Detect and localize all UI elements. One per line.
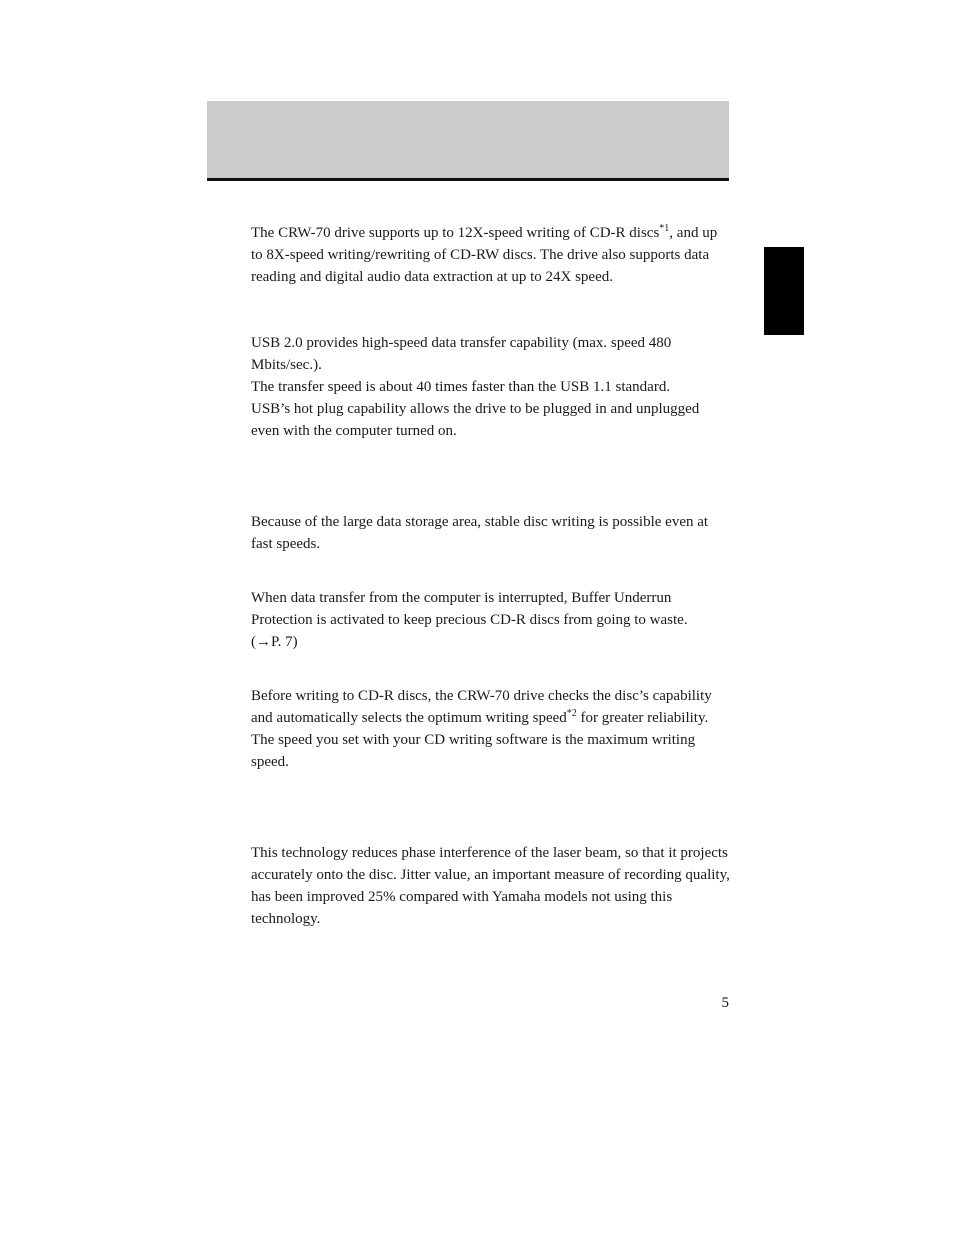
paragraph-line: USB 2.0 provides high-speed data transfer capability (max. speed 480 Mbits/sec.). xyxy=(251,335,672,373)
section-tab-marker xyxy=(764,247,804,335)
paragraph-optimum-speed xyxy=(251,685,731,773)
paragraph-laser-technology: This technology reduces phase interference of the laser beam, so that it projects accurately onto the disc. Jitter value, an important measure of recording quality, has been improved 25% compared with Yamaha models not using this technology. xyxy=(251,845,730,927)
page-number: 5 xyxy=(721,995,729,1011)
paragraph-line: The transfer speed is about 40 times faster than the USB 1.1 standard. xyxy=(251,379,671,395)
paragraph-line: USB’s hot plug capability allows the drive to be plugged in and unplugged even with the computer turned on. xyxy=(251,401,700,439)
paragraph-text: , and up to 8X-speed writing/rewriting of CD-RW discs. The drive also supports data reading and digital audio data extraction at up to 24X speed. xyxy=(251,225,718,285)
paragraph-text: When data transfer from the computer is interrupted, Buffer Underrun Protection is activated to keep precious CD-R discs from going to waste. xyxy=(251,590,688,628)
page-reference: (→P. 7) xyxy=(251,634,298,650)
header-band xyxy=(207,101,729,181)
paragraph-write-speeds xyxy=(251,222,731,288)
paragraph-usb xyxy=(251,332,731,442)
paragraph-text: for greater reliability. The speed you set with your CD writing software is the maximum writing speed. xyxy=(251,710,709,770)
paragraph-buffer: Because of the large data storage area, stable disc writing is possible even at fast speeds. xyxy=(251,514,709,552)
footnote-ref-1: *1 xyxy=(659,223,670,234)
paragraph-text: Before writing to CD-R discs, the CRW-70 drive checks the disc’s capability and automatically selects the optimum writing speed xyxy=(251,688,712,726)
paragraph-underrun-protection xyxy=(251,587,731,653)
footnote-ref-2: *2 xyxy=(566,708,577,719)
paragraph-text: The CRW-70 drive supports up to 12X-speed writing of CD-R discs xyxy=(251,225,660,241)
